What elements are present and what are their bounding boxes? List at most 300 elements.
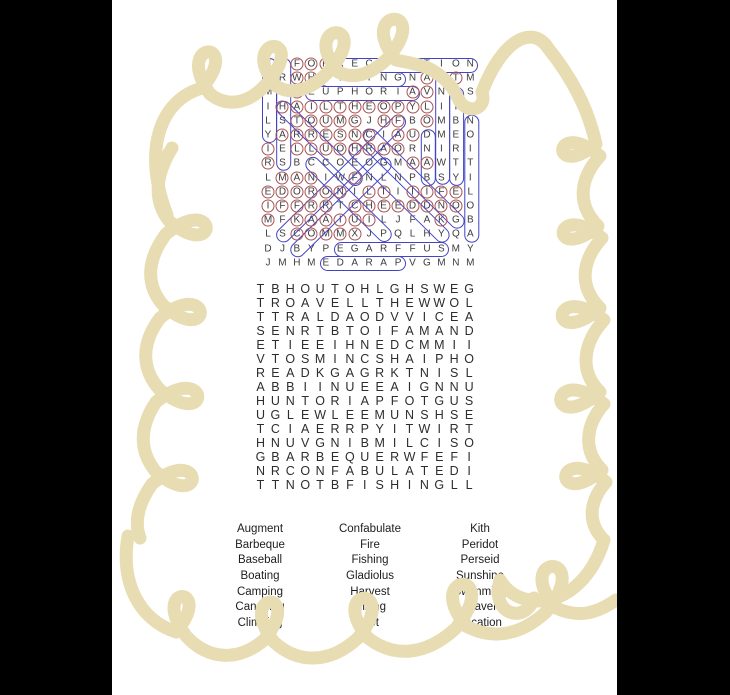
word-list-item: Harvest [350, 585, 390, 598]
grid-cell: T [337, 101, 344, 113]
grid-cell: H [278, 101, 287, 113]
grid-cell: D [390, 338, 400, 352]
grid-cell: R [278, 72, 287, 84]
grid-cell: C [434, 310, 444, 324]
grid-cell: A [405, 352, 414, 366]
grid-cell: W [314, 408, 326, 422]
grid-cell: I [266, 200, 270, 212]
grid-cell: D [423, 200, 431, 212]
grid-cell: I [367, 72, 371, 84]
grid-cell: W [335, 172, 345, 184]
grid-cell: T [375, 296, 384, 310]
grid-cell: B [293, 243, 301, 255]
grid-cell: C [293, 228, 301, 240]
grid-cell: A [279, 129, 286, 141]
grid-cell: N [437, 200, 446, 212]
grid-cell: S [256, 324, 265, 338]
grid-cell: R [322, 200, 330, 212]
grid-cell: D [423, 129, 431, 141]
grid-cell: T [271, 352, 280, 366]
grid-cell: U [270, 394, 280, 408]
grid-cell: I [440, 143, 443, 155]
grid-cell: S [450, 408, 459, 422]
grid-cell: O [293, 186, 301, 198]
grid-cell: U [345, 380, 355, 394]
grid-cell: B [330, 324, 340, 338]
grid-cell: V [405, 310, 414, 324]
grid-cell: T [465, 422, 473, 436]
grid-cell: I [333, 338, 337, 352]
grid-cell: G [350, 243, 359, 255]
grid-cell: R [365, 143, 373, 155]
grid-cell: E [450, 282, 459, 296]
grid-cell: E [464, 408, 474, 422]
grid-cell: E [301, 338, 310, 352]
grid-cell: E [271, 366, 280, 380]
grid-cell: M [451, 243, 461, 255]
grid-cell: G [350, 115, 359, 127]
grid-cell: B [293, 157, 301, 169]
grid-cell: I [348, 436, 352, 450]
grid-cell: A [423, 214, 431, 226]
grid-cell: A [365, 243, 373, 255]
grid-cell: D [264, 243, 272, 255]
grid-cell: D [336, 257, 344, 269]
grid-cell: I [425, 186, 429, 198]
grid-cell: J [265, 257, 271, 269]
grid-cell: V [423, 86, 431, 98]
grid-cell: G [394, 72, 402, 84]
grid-cell: O [404, 394, 415, 408]
grid-cell: S [420, 408, 429, 422]
grid-cell: N [255, 464, 266, 478]
grid-cell: D [408, 200, 417, 212]
grid-cell: L [265, 115, 271, 127]
grid-cell: G [434, 394, 445, 408]
grid-cell: N [394, 172, 402, 184]
grid-cell: V [256, 352, 265, 366]
grid-cell: E [375, 380, 384, 394]
grid-cell: L [265, 228, 271, 240]
word-list-item: Augment [236, 523, 284, 535]
grid-cell: A [435, 324, 444, 338]
grid-cell: T [271, 478, 280, 492]
grid-cell: D [464, 324, 474, 338]
grid-cell: V [409, 257, 416, 269]
grid-cell: E [315, 422, 325, 436]
grid-cell: L [265, 172, 271, 184]
grid-cell: I [266, 101, 270, 113]
grid-cell: F [279, 214, 286, 226]
grid-cell: K [293, 214, 301, 226]
grid-cell: J [279, 243, 285, 255]
grid-cell: N [466, 115, 474, 127]
grid-cell: K [351, 72, 359, 84]
grid-cell: B [466, 214, 474, 226]
grid-cell: L [286, 408, 294, 422]
grid-cell: F [351, 172, 358, 184]
grid-cell: F [390, 324, 399, 338]
grid-cell: V [315, 296, 325, 310]
word-list-item: Hot [361, 617, 379, 630]
grid-cell: A [308, 214, 315, 226]
grid-cell: L [316, 310, 324, 324]
grid-cell: T [452, 72, 459, 84]
grid-cell: L [323, 101, 329, 113]
grid-cell: L [308, 143, 315, 155]
grid-cell: H [404, 282, 415, 296]
grid-cell: A [405, 324, 414, 338]
grid-cell: H [390, 478, 400, 492]
grid-cell: U [449, 394, 459, 408]
word-list-item: Sunshine [456, 570, 504, 582]
grid-cell: M [336, 228, 345, 240]
grid-cell: I [303, 380, 307, 394]
grid-cell: P [336, 86, 344, 98]
grid-cell: D [449, 464, 459, 478]
grid-cell: S [375, 478, 384, 492]
grid-cell: W [418, 296, 431, 310]
grid-cell: B [271, 450, 280, 464]
grid-cell: L [465, 366, 473, 380]
grid-cell: N [404, 408, 415, 422]
grid-cell: O [449, 296, 460, 310]
grid-cell: N [285, 394, 295, 408]
grid-cell: V [390, 310, 399, 324]
grid-cell: C [365, 58, 373, 70]
grid-cell: I [338, 214, 342, 226]
grid-cell: N [336, 186, 344, 198]
grid-cell: U [464, 380, 474, 394]
grid-cell: M [374, 408, 385, 422]
grid-cell: H [351, 143, 359, 155]
grid-cell: T [301, 394, 310, 408]
grid-cell: E [279, 58, 286, 70]
grid-cell: M [466, 257, 475, 269]
grid-cell: M [336, 115, 345, 127]
grid-cell: T [316, 324, 324, 338]
grid-cell: M [437, 129, 446, 141]
grid-cell: S [279, 157, 286, 169]
grid-cell: A [293, 172, 301, 184]
grid-cell: T [346, 324, 354, 338]
grid-cell: F [346, 478, 354, 492]
grid-cell: L [294, 143, 300, 155]
grid-cell: T [331, 282, 339, 296]
grid-cell: A [394, 129, 402, 141]
grid-cell: N [270, 436, 280, 450]
grid-cell: A [293, 86, 301, 98]
grid-cell: Y [375, 422, 384, 436]
word-list [112, 0, 617, 695]
grid-cell: N [449, 380, 459, 394]
grid-cell: R [379, 86, 388, 98]
grid-cell: L [465, 296, 473, 310]
grid-cell: L [424, 101, 430, 113]
grid-cell: P [322, 243, 330, 255]
grid-cell: A [409, 58, 416, 70]
grid-cell: B [452, 115, 460, 127]
grid-cell: O [394, 143, 402, 155]
grid-cell: G [451, 214, 460, 226]
word-list-item: Vacation [458, 617, 502, 630]
grid-cell: G [437, 72, 446, 84]
grid-cell: T [452, 157, 459, 169]
grid-cell: T [256, 478, 265, 492]
grid-cell: W [436, 157, 447, 169]
grid-cell: E [360, 408, 369, 422]
grid-cell: S [464, 394, 474, 408]
grid-cell: T [405, 422, 414, 436]
grid-cell: I [396, 86, 400, 98]
grid-cell: M [419, 324, 430, 338]
grid-cell: I [324, 172, 328, 184]
grid-cell: A [360, 394, 369, 408]
grid-cell: B [286, 380, 295, 394]
grid-cell: B [315, 450, 325, 464]
grid-cell: O [365, 157, 374, 169]
grid-cell: X [351, 228, 359, 240]
grid-cell: I [468, 143, 472, 155]
grid-cell: I [288, 338, 293, 352]
grid-cell: T [256, 422, 265, 436]
grid-cell: S [450, 436, 459, 450]
grid-cell: F [420, 450, 429, 464]
word-list-item: Camping [236, 585, 284, 598]
grid-cell: Y [438, 228, 445, 240]
grid-cell: R [375, 366, 385, 380]
grid-cell: E [405, 296, 414, 310]
grid-cell: A [293, 101, 301, 113]
grid-cell: T [271, 310, 280, 324]
grid-cell: O [285, 352, 296, 366]
grid-cell: O [359, 310, 370, 324]
grid-cell: S [375, 352, 384, 366]
grid-cell: S [279, 228, 286, 240]
grid-cell: N [408, 72, 417, 84]
grid-cell: R [255, 366, 266, 380]
grid-cell: M [374, 436, 385, 450]
grid-cell: R [307, 129, 315, 141]
grid-cell: T [420, 394, 429, 408]
grid-cell: O [307, 115, 316, 127]
grid-cell: E [351, 157, 359, 169]
grid-cell: A [286, 366, 295, 380]
grid-cell: M [466, 72, 475, 84]
grid-cell: H [255, 436, 266, 450]
grid-cell: O [307, 58, 316, 70]
grid-cell: P [394, 257, 402, 269]
grid-cell: F [390, 394, 399, 408]
grid-cell: O [345, 282, 355, 296]
grid-cell: I [382, 129, 385, 141]
grid-cell: L [376, 282, 384, 296]
grid-cell: B [423, 172, 431, 184]
grid-cell: G [255, 450, 266, 464]
grid-cell: U [408, 129, 417, 141]
grid-cell: I [392, 436, 397, 450]
grid-cell: I [377, 324, 382, 338]
grid-cell: A [464, 310, 474, 324]
grid-cell: A [286, 450, 295, 464]
grid-cell: I [266, 143, 270, 155]
grid-cell: U [315, 282, 325, 296]
grid-cell: L [465, 478, 473, 492]
grid-cell: N [285, 324, 295, 338]
grid-cell: R [408, 143, 417, 155]
grid-cell: G [330, 366, 340, 380]
grid-cell: D [278, 186, 287, 198]
grid-cell: A [405, 464, 414, 478]
grid-cell: I [468, 101, 472, 113]
grid-cell: L [346, 296, 354, 310]
grid-cell: E [264, 186, 272, 198]
grid-cell: N [330, 380, 340, 394]
grid-cell: R [379, 58, 388, 70]
grid-cell: F [409, 214, 416, 226]
grid-cell: I [407, 478, 412, 492]
grid-cell: I [348, 394, 352, 408]
grid-cell: S [466, 86, 474, 98]
grid-cell: C [307, 157, 315, 169]
grid-cell: E [365, 101, 373, 113]
grid-cell: F [293, 58, 300, 70]
grid-cell: O [278, 86, 287, 98]
grid-cell: O [464, 352, 474, 366]
grid-cell: E [435, 464, 444, 478]
grid-cell: T [420, 464, 429, 478]
grid-cell: F [264, 58, 272, 70]
grid-cell: O [307, 228, 316, 240]
grid-cell: H [423, 228, 431, 240]
grid-cell: H [351, 86, 359, 98]
grid-cell: I [396, 186, 400, 198]
grid-cell: K [390, 366, 399, 380]
grid-cell: G [379, 157, 388, 169]
grid-cell: O [315, 394, 325, 408]
grid-cell: N [419, 478, 429, 492]
grid-cell: I [467, 338, 471, 352]
grid-cell: F [394, 243, 402, 255]
word-list-item: Fire [360, 538, 380, 551]
grid-cell: I [367, 214, 371, 226]
grid-cell: F [450, 450, 459, 464]
grid-cell: O [365, 86, 374, 98]
grid-cell: F [409, 243, 416, 255]
grid-cell: I [338, 72, 342, 84]
grid-cell: E [330, 296, 340, 310]
grid-cell: N [419, 366, 429, 380]
grid-cell: I [411, 186, 414, 198]
grid-cell: F [279, 200, 286, 212]
grid-cell: I [333, 352, 337, 366]
grid-cell: U [351, 214, 359, 226]
grid-cell: E [375, 338, 384, 352]
grid-cell: A [380, 257, 387, 269]
grid-cell: H [285, 282, 295, 296]
grid-cell: T [423, 58, 430, 70]
grid-cell: E [308, 86, 315, 98]
grid-cell: N [345, 352, 355, 366]
grid-cell: C [351, 200, 359, 212]
grid-cell: E [330, 450, 340, 464]
grid-cell: B [409, 115, 416, 127]
right-black-bar [617, 0, 730, 695]
grid-cell: O [300, 282, 311, 296]
grid-cell: W [418, 422, 431, 436]
grid-cell: U [322, 86, 330, 98]
grid-cell: R [307, 200, 315, 212]
grid-cell: F [331, 464, 339, 478]
grid-cell: I [353, 186, 357, 198]
grid-cell: W [433, 296, 446, 310]
word-list-item: Fishing [351, 554, 389, 567]
grid-cell: M [437, 115, 446, 127]
grid-cell: Y [308, 243, 315, 255]
grid-cell: K [315, 366, 325, 380]
grid-cell: N [285, 478, 295, 492]
grid-cell: J [366, 115, 372, 127]
grid-cell: E [452, 186, 460, 198]
grid-cell: P [394, 101, 402, 113]
grid-cell: H [307, 72, 315, 84]
grid-cell: I [407, 380, 412, 394]
grid-cell: T [293, 115, 300, 127]
grid-cell: J [366, 228, 372, 240]
grid-cell: E [351, 58, 359, 70]
left-black-bar [0, 0, 112, 695]
grid-cell: T [256, 282, 265, 296]
grid-cell: C [365, 129, 373, 141]
grid-cell: A [301, 310, 310, 324]
grid-cell: H [293, 257, 301, 269]
word-list-item: Confabulate [338, 523, 402, 535]
grid-cell: I [363, 478, 367, 492]
grid-cell: R [336, 58, 344, 70]
grid-cell: U [423, 243, 431, 255]
grid-cell: A [264, 72, 272, 84]
grid-cell: M [393, 157, 403, 169]
grid-cell: G [389, 282, 400, 296]
grid-cell: O [464, 436, 474, 450]
word-list-item: Gladiolus [346, 570, 394, 582]
grid-cell: U [375, 464, 385, 478]
grid-cell: N [307, 172, 315, 184]
grid-cell: A [322, 214, 330, 226]
word-list-item: Climbing [237, 617, 283, 630]
grid-cell: U [360, 450, 370, 464]
grid-cell: H [351, 101, 359, 113]
grid-cell: O [300, 478, 311, 492]
grid-cell: Y [466, 243, 474, 255]
grid-cell: E [345, 408, 355, 422]
grid-cell: A [345, 310, 355, 324]
grid-cell: H [449, 352, 459, 366]
grid-cell: M [434, 338, 445, 352]
grid-cell: L [450, 478, 458, 492]
grid-cell: A [423, 157, 431, 169]
grid-cell: W [403, 450, 416, 464]
grid-cell: G [464, 282, 474, 296]
grid-cell: T [467, 157, 474, 169]
grid-cell: S [438, 243, 445, 255]
puzzle-page [112, 0, 617, 695]
grid-cell: W [292, 72, 302, 84]
grid-cell: E [452, 129, 460, 141]
grid-cell: C [404, 338, 415, 352]
grid-cell: O [359, 324, 370, 338]
grid-cell: T [337, 200, 344, 212]
